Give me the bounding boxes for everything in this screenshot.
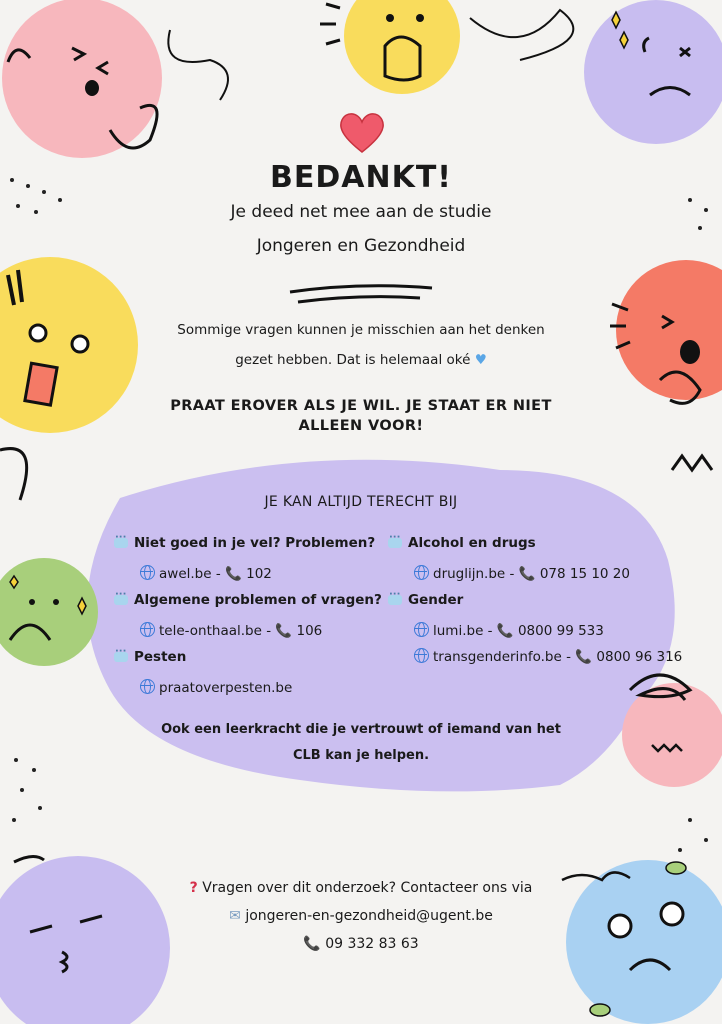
heart-icon [336, 108, 388, 156]
chat-bubble-icon [114, 652, 128, 662]
squiggle-doodle [168, 30, 228, 100]
underline-doodle [290, 286, 432, 302]
chat-bubble-icon [114, 538, 128, 548]
phone-number[interactable]: 106 [296, 623, 323, 639]
contact-email-line [0, 908, 722, 924]
website-link[interactable]: tele-onthaal.be [159, 623, 262, 639]
phone-icon: 📞 [303, 936, 321, 952]
subtitle-line-2: Jongeren en Gezondheid [256, 236, 466, 256]
contact-question: Vragen over dit onderzoek? Contacteer ons via [202, 880, 533, 896]
yellow-face-doodle [320, 0, 460, 94]
resource-group-bullying [114, 649, 292, 696]
phone-number[interactable]: 0800 99 533 [517, 623, 604, 639]
separator: - [211, 566, 226, 582]
separator: - [561, 649, 576, 665]
panel-footer-line-1: Ook een leerkracht die je vertrouwt of iemand van het [161, 722, 561, 737]
subtitle-line-1: Je deed net mee aan de studie [230, 202, 492, 222]
phone-number[interactable]: 0800 96 316 [596, 649, 683, 665]
separator: - [483, 623, 497, 639]
resource-title: Alcohol en drugs [408, 535, 536, 551]
phone-icon: 📞 [275, 623, 293, 639]
website-link[interactable]: lumi.be [433, 623, 484, 639]
panel-footer-line-2: CLB kan je helpen. [292, 748, 430, 763]
pink-face-doodle [2, 0, 162, 158]
separator: - [505, 566, 519, 582]
phone-icon: 📞 [496, 623, 514, 639]
chat-bubble-icon [388, 595, 402, 605]
globe-icon [414, 648, 429, 663]
contact-phone-line [0, 936, 722, 952]
globe-icon [414, 565, 429, 580]
page-title: BEDANKT! [270, 160, 452, 195]
cta-line-2: ALLEEN VOOR! [298, 418, 424, 434]
website-link[interactable]: praatoverpesten.be [159, 680, 293, 696]
resource-title: Pesten [134, 649, 187, 665]
resource-group-wellbeing [114, 535, 375, 582]
intro-line-2: gezet hebben. Dat is helemaal oké [235, 352, 471, 368]
contact-phone[interactable]: 09 332 83 63 [325, 936, 419, 952]
globe-icon [140, 622, 155, 637]
resource-group-gender [388, 592, 682, 665]
separator: - [261, 623, 276, 639]
contact-question-line [0, 880, 722, 896]
intro-line-1: Sommige vragen kunnen je misschien aan het denken [177, 322, 545, 338]
resource-group-drugs [388, 535, 630, 582]
contact-email[interactable]: jongeren-en-gezondheid@ugent.be [245, 908, 493, 924]
phone-icon: 📞 [518, 566, 536, 582]
resource-group-general [114, 592, 382, 639]
phone-icon: 📞 [225, 566, 242, 582]
resource-title: Niet goed in je vel? Problemen? [134, 535, 376, 551]
website-link[interactable]: awel.be [159, 566, 212, 582]
panel-heading: JE KAN ALTIJD TERECHT BIJ [264, 494, 458, 510]
blue-heart-icon: ♥ [474, 352, 487, 368]
resource-title: Algemene problemen of vragen? [134, 592, 382, 608]
website-link[interactable]: druglijn.be [433, 566, 506, 582]
phone-icon: 📞 [575, 649, 593, 665]
purple-face-doodle [584, 0, 722, 144]
phone-number[interactable]: 078 15 10 20 [539, 566, 630, 582]
green-face-doodle [0, 558, 98, 666]
globe-icon [414, 622, 429, 637]
intro-line-2-wrap [0, 352, 722, 368]
chat-bubble-icon [388, 538, 402, 548]
globe-icon [140, 565, 155, 580]
phone-number[interactable]: 102 [246, 566, 272, 582]
yellow-shocked-face-doodle [0, 257, 138, 500]
website-link[interactable]: transgenderinfo.be [433, 649, 562, 665]
cta-line-1: PRAAT EROVER ALS JE WIL. JE STAAT ER NIET [170, 398, 552, 414]
chat-bubble-icon [114, 595, 128, 605]
globe-icon [140, 679, 155, 694]
squiggle-doodle [470, 10, 573, 60]
question-icon: ? [189, 880, 198, 896]
envelope-icon: ✉ [229, 908, 241, 924]
resource-title: Gender [408, 592, 464, 608]
